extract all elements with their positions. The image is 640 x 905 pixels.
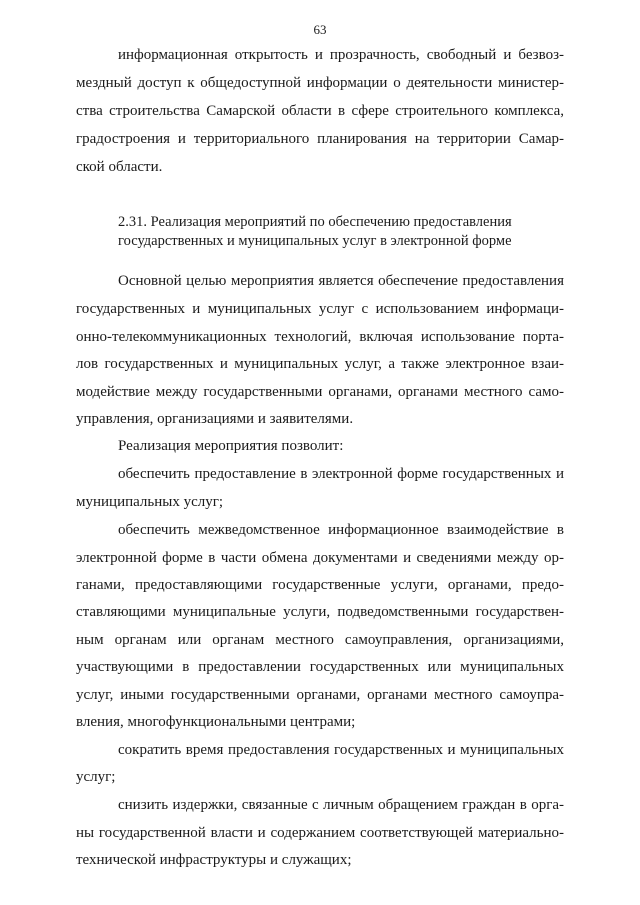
list-item-line: ны государственной власти и содержанием соответствующей материально- xyxy=(76,825,564,841)
text-line: модействие между государственными органами, органами местного само- xyxy=(76,384,564,400)
text-line: онно-телекоммуникационных технологий, включая использование порта- xyxy=(76,329,564,345)
list-item-line: снизить издержки, связанные с личным обращением граждан в орга- xyxy=(118,797,564,813)
list-item-line: обеспечить предоставление в электронной форме государственных и xyxy=(118,466,564,482)
text-line: мездный доступ к общедоступной информации о деятельности министер- xyxy=(76,75,564,91)
text-line: Реализация мероприятия позволит: xyxy=(118,438,344,454)
list-item-line: услуг; xyxy=(76,769,116,785)
text-line: лов государственных и муниципальных услуг, а также электронное взаи- xyxy=(76,356,564,372)
list-item-line: ным органам или органам местного самоуправления, организациями, xyxy=(76,632,564,648)
text-line: Основной целью мероприятия является обеспечение предоставления xyxy=(118,273,564,289)
text-line: государственных и муниципальных услуг с использованием информаци- xyxy=(76,301,564,317)
page-number: 63 xyxy=(313,22,327,37)
text-line: градостроения и территориального планирования на территории Самар- xyxy=(76,131,564,147)
list-item-line: обеспечить межведомственное информационное взаимодействие в xyxy=(118,522,564,538)
list-item-line: электронной форме в части обмена документами и сведениями между ор- xyxy=(76,550,564,566)
list-item-line: участвующими в предоставлении государственных или муниципальных xyxy=(76,659,564,675)
list-item-line: ставляющими муниципальные услуги, подведомственными государствен- xyxy=(76,604,564,620)
list-item-line: технической инфраструктуры и служащих; xyxy=(76,852,352,868)
section-heading: 2.31. Реализация мероприятий по обеспечению предоставления xyxy=(118,214,512,230)
list-item-line: сократить время предоставления государственных и муниципальных xyxy=(118,742,564,758)
section-heading: государственных и муниципальных услуг в электронной форме xyxy=(118,233,512,249)
list-item-line: вления, многофункциональными центрами; xyxy=(76,714,356,730)
list-item-line: ганами, предоставляющими государственные услуги, органами, предо- xyxy=(76,577,564,593)
text-line: ской области. xyxy=(76,159,163,175)
list-item-line: услуг, иными государственными органами, органами местного самоупра- xyxy=(76,687,564,703)
list-item-line: муниципальных услуг; xyxy=(76,494,224,510)
text-line: управления, организациями и заявителями. xyxy=(76,411,354,427)
text-line: информационная открытость и прозрачность, свободный и безвоз- xyxy=(118,47,564,63)
text-line: ства строительства Самарской области в сфере строительного комплекса, xyxy=(76,103,564,119)
